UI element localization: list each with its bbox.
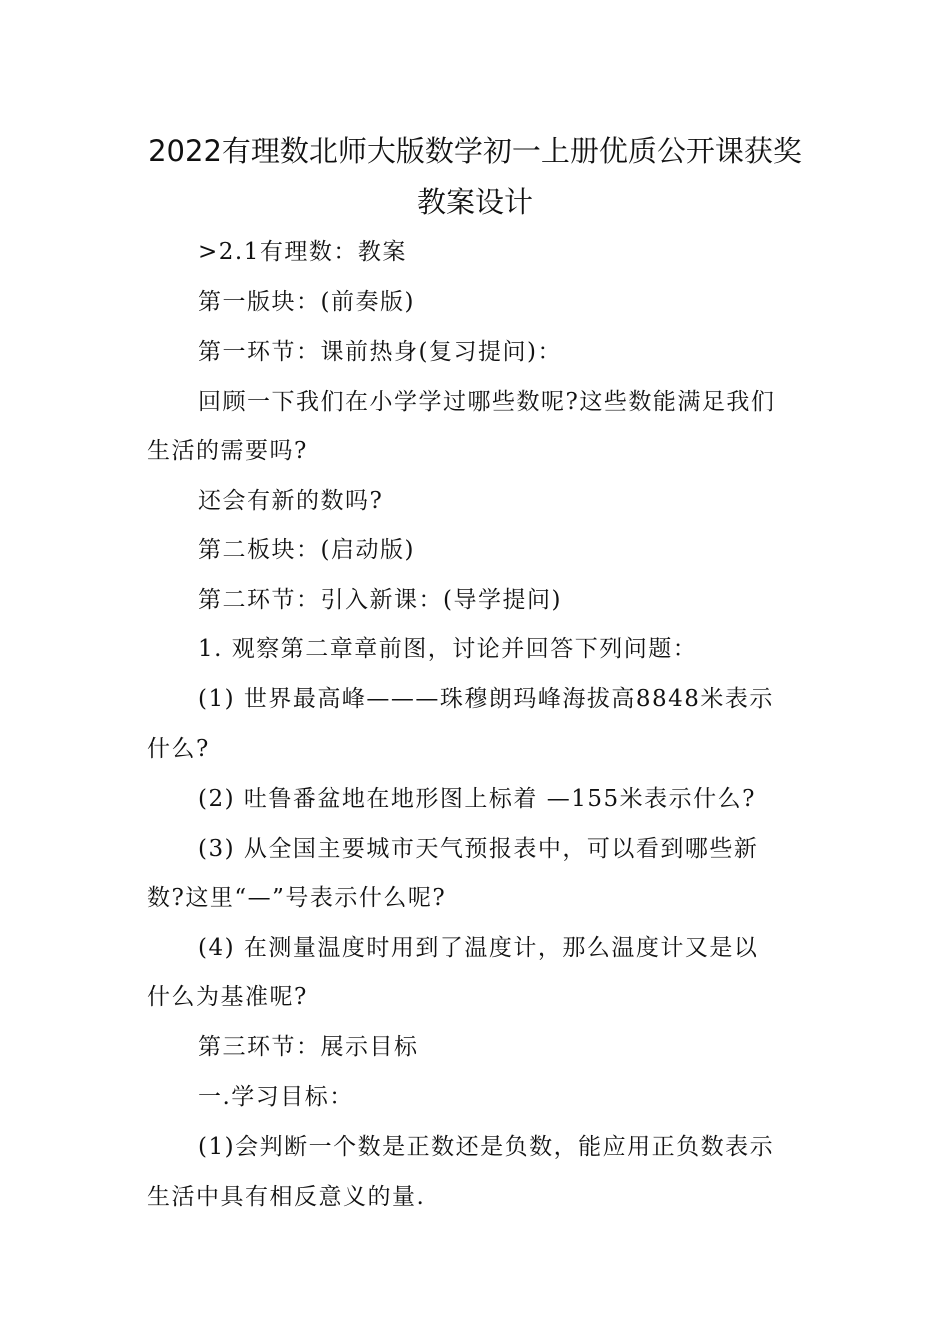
block-heading: 第二板块：(启动版) xyxy=(198,537,415,563)
paragraph-line: 回顾一下我们在小学学过哪些数呢?这些数能满足我们 xyxy=(198,389,776,415)
objective-line: (1)会判断一个数是正数还是负数，能应用正负数表示 xyxy=(198,1134,775,1160)
question-line: 1. 观察第二章章前图，讨论并回答下列问题： xyxy=(198,636,698,662)
question-line: 什么? xyxy=(147,736,210,762)
objective-heading: 一.学习目标： xyxy=(198,1084,354,1110)
question-line: (2) 吐鲁番盆地在地形图上标着 —155米表示什么? xyxy=(198,786,756,812)
document-title-line-1: 2022有理数北师大版数学初一上册优质公开课获奖 xyxy=(148,134,802,168)
question-line: (3) 从全国主要城市天气预报表中，可以看到哪些新 xyxy=(198,836,759,862)
step-heading: 第三环节：展示目标 xyxy=(198,1034,419,1060)
objective-line: 生活中具有相反意义的量. xyxy=(147,1184,426,1210)
paragraph-line: 还会有新的数吗? xyxy=(198,488,384,514)
question-line: 数?这里“—”号表示什么呢? xyxy=(147,885,447,911)
question-line: (1) 世界最高峰———珠穆朗玛峰海拔高8848米表示 xyxy=(198,686,774,712)
step-heading: 第一环节：课前热身(复习提问)： xyxy=(198,339,562,365)
block-heading: 第一版块：(前奏版) xyxy=(198,289,415,315)
paragraph-line: 生活的需要吗? xyxy=(147,438,308,464)
step-heading: 第二环节：引入新课：(导学提问) xyxy=(198,587,562,613)
document-title-line-2: 教案设计 xyxy=(416,185,533,219)
question-line: 什么为基准呢? xyxy=(147,984,308,1010)
question-line: (4) 在测量温度时用到了温度计，那么温度计又是以 xyxy=(198,935,759,961)
section-heading: >2.1有理数：教案 xyxy=(198,239,407,265)
